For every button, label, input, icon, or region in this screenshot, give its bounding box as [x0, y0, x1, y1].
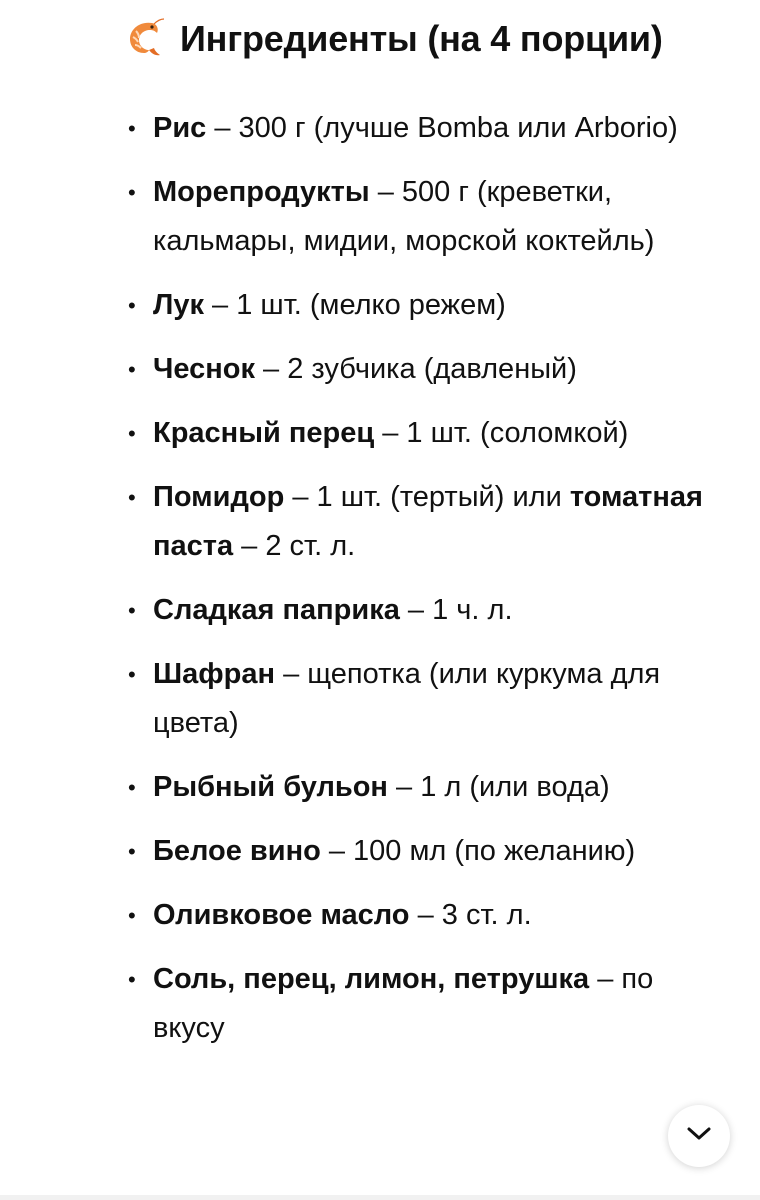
ingredient-name: Соль, перец, лимон, петрушка [153, 963, 590, 995]
ingredient-detail: – щепотка (или куркума для цвета) [153, 658, 661, 739]
ingredient-name: Белое вино [153, 835, 321, 867]
bullet: • [128, 662, 136, 687]
bullet: • [128, 775, 136, 800]
ingredients-list [128, 104, 724, 1068]
list-item [128, 586, 724, 635]
ingredient-detail: – 1 шт. (мелко режем) [204, 289, 506, 321]
ingredient-name: Красный перец [153, 417, 375, 449]
ingredient-detail: – 2 зубчика (давленый) [255, 353, 577, 385]
ingredient-detail: – 1 ч. л. [399, 594, 513, 626]
shrimp-icon [122, 17, 166, 61]
bullet: • [128, 839, 136, 864]
bullet: • [128, 967, 136, 992]
ingredient-detail: – 100 мл (по желанию) [320, 835, 636, 867]
ingredient-name: Рыбный бульон [153, 771, 388, 803]
list-item [128, 168, 724, 266]
ingredient-name: Шафран [153, 658, 276, 690]
ingredient-detail: – 1 шт. (тертый) или [284, 481, 570, 513]
bullet: • [128, 903, 136, 928]
bullet: • [128, 421, 136, 446]
list-item [128, 409, 724, 458]
ingredient-name: Сладкая паприка [153, 594, 400, 626]
ingredient-detail: – 500 г (креветки, кальмары, мидии, морской коктейль) [153, 176, 655, 257]
list-item [128, 763, 724, 812]
list-item [128, 891, 724, 940]
ingredient-detail: – 1 л (или вода) [387, 771, 610, 803]
page-title: Ингредиенты (на 4 порции) [180, 18, 663, 59]
bullet: • [128, 180, 136, 205]
list-item [128, 650, 724, 748]
list-item [128, 473, 724, 571]
ingredient-name: Оливковое масло [153, 899, 410, 931]
ingredients-heading [122, 14, 663, 64]
ingredient-detail-alt: – 2 ст. л. [233, 530, 356, 562]
bullet: • [128, 485, 136, 510]
ingredient-name: Помидор [153, 481, 285, 513]
bullet: • [128, 293, 136, 318]
list-item [128, 955, 724, 1053]
scroll-down-button[interactable] [668, 1105, 730, 1167]
list-item [128, 104, 724, 153]
bottom-divider [0, 1195, 760, 1200]
ingredient-name: Морепродукты [153, 176, 370, 208]
ingredient-name: Чеснок [153, 353, 255, 385]
bullet: • [128, 357, 136, 382]
ingredient-detail: – по вкусу [153, 963, 654, 1044]
ingredient-name-alt: томатная паста [153, 481, 703, 562]
ingredient-name: Рис [153, 112, 207, 144]
list-item [128, 345, 724, 394]
bullet: • [128, 598, 136, 623]
ingredient-detail: – 1 шт. (соломкой) [374, 417, 629, 449]
list-item [128, 281, 724, 330]
ingredient-name: Лук [153, 289, 204, 321]
chevron-down-icon [686, 1126, 712, 1147]
ingredient-detail: – 300 г (лучше Bomba или Arborio) [206, 112, 678, 144]
list-item [128, 827, 724, 876]
bullet: • [128, 116, 136, 141]
ingredient-detail: – 3 ст. л. [409, 899, 532, 931]
